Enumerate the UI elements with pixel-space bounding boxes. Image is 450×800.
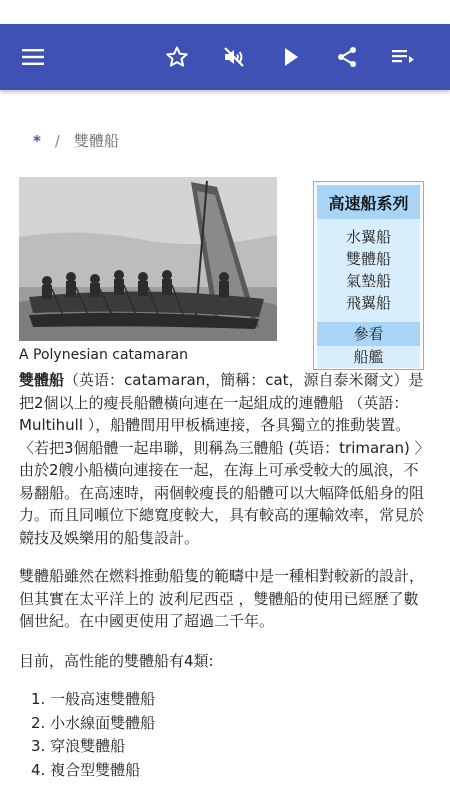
infobox-title: 高速船系列 bbox=[317, 185, 420, 219]
infobox-item-hydrofoil[interactable]: 水翼船 bbox=[345, 228, 391, 246]
infobox-see-also-heading: 參看 bbox=[317, 322, 420, 346]
app-toolbar bbox=[0, 24, 450, 90]
list-item: 3. 穿浪雙體船 bbox=[31, 737, 126, 755]
infobox-item-list bbox=[317, 219, 420, 318]
infobox-high-speed-craft bbox=[313, 181, 424, 370]
image-caption: A Polynesian catamaran bbox=[19, 347, 189, 363]
infobox-item-catamaran[interactable]: 雙體船 bbox=[345, 250, 391, 268]
list-item: 2. 小水線面雙體船 bbox=[31, 713, 156, 732]
play-icon[interactable] bbox=[273, 24, 309, 90]
catamaran-image[interactable] bbox=[19, 177, 277, 341]
breadcrumb-separator: / bbox=[54, 132, 60, 150]
article-paragraph-3: 目前，高性能的雙體船有4類: bbox=[19, 652, 214, 670]
lead-text: （英语：catamaran，簡稱：cat，源自泰米爾文）是把2個以上的瘦長船體橫向連在一起組成的連體船 （英語： Multihull ），船體間用甲板橋連接，各具獨立的推動裝置。〈若把3個船體一起串聯，則稱為三體船 (英语：trimaran) 〉由於2艘小船橫向連接在一起，在海上可承受較大的風浪，不易翻船。在高速時，兩個較瘦長的船體可以大幅降低船身的阻力。而且同噸位下總寬度較大，具有較高的運輸效率，常見於競技及娛樂用的船隻設計。 bbox=[19, 371, 430, 547]
list-item: 1. 一般高速雙體船 bbox=[31, 690, 156, 708]
share-icon[interactable] bbox=[329, 24, 365, 90]
menu-icon[interactable] bbox=[15, 24, 51, 90]
infobox-body bbox=[317, 219, 420, 368]
infobox-item-hovercraft[interactable]: 氣墊船 bbox=[345, 272, 391, 290]
catamaran-types-list bbox=[19, 688, 155, 782]
breadcrumb-home-link[interactable]: * bbox=[33, 132, 41, 150]
infobox-item-wing-craft[interactable]: 飛翼船 bbox=[345, 294, 391, 312]
breadcrumb-current: 雙體船 bbox=[73, 132, 119, 150]
infobox-see-also-ships[interactable]: 船艦 bbox=[353, 348, 384, 366]
list-item: 4. 複合型雙體船 bbox=[31, 760, 141, 779]
article-lead-paragraph bbox=[19, 369, 431, 549]
lead-term: 雙體船 bbox=[19, 371, 65, 389]
volume-off-icon[interactable] bbox=[216, 24, 252, 90]
list-icon[interactable] bbox=[385, 24, 421, 90]
status-bar bbox=[0, 0, 450, 24]
breadcrumb bbox=[33, 130, 119, 151]
article-paragraph-2: 雙體船雖然在燃料推動船隻的範疇中是一種相對較新的設計，但其實在太平洋上的 波利尼西亞 ，雙體船的使用已經歷了數個世紀。在中國更使用了超過二千年。 bbox=[19, 567, 425, 630]
star-icon[interactable] bbox=[159, 24, 195, 90]
